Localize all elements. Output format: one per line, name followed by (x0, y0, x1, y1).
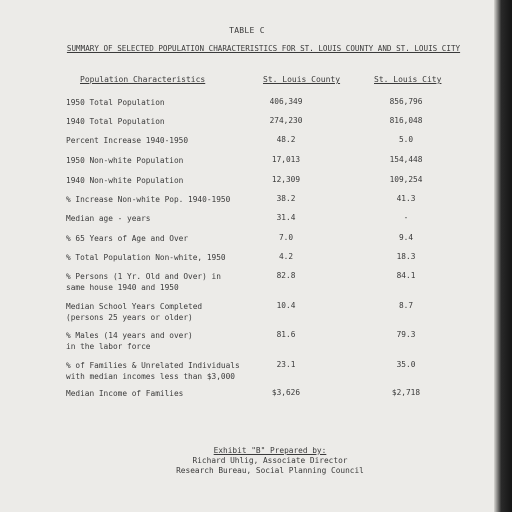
county-value: 274,230 (269, 116, 303, 125)
row-label: % of Families & Unrelated Individuals with median incomes less than $3,000 (66, 361, 240, 381)
county-value: 81.6 (276, 330, 296, 339)
row-label: Percent Increase 1940-1950 (66, 136, 189, 145)
city-value: 9.4 (398, 233, 414, 242)
row-label: Median School Years Completed (persons 25 years or older) (66, 302, 203, 322)
row-label: % Males (14 years and over) in the labor force (66, 331, 193, 351)
organization-line: Research Bureau, Social Planning Council (176, 466, 364, 475)
city-value: 84.1 (396, 271, 416, 280)
row-label: 1950 Non-white Population (66, 156, 184, 165)
table-title: TABLE C (229, 26, 265, 35)
city-value: 154,448 (389, 155, 423, 164)
county-value: 82.8 (276, 271, 296, 280)
row-label: % Total Population Non-white, 1950 (66, 253, 226, 262)
city-value: 35.0 (396, 360, 416, 369)
county-value: 31.4 (276, 213, 296, 222)
table-subtitle: SUMMARY OF SELECTED POPULATION CHARACTERISTICS FOR ST. LOUIS COUNTY AND ST. LOUIS CITY (66, 44, 461, 53)
prepared-by-note (0, 446, 512, 476)
scan-edge (494, 0, 512, 512)
exhibit-line: Exhibit "B" Prepared by: (213, 446, 327, 455)
county-value: 7.0 (278, 233, 294, 242)
county-value: 17,013 (271, 155, 301, 164)
county-value: 4.2 (278, 252, 294, 261)
county-value: 23.1 (276, 360, 296, 369)
county-value: 406,349 (269, 97, 303, 106)
column-header-county: St. Louis County (263, 75, 341, 84)
row-label: % Increase Non-white Pop. 1940-1950 (66, 195, 231, 204)
county-value: 48.2 (276, 135, 296, 144)
city-value: 8.7 (398, 301, 414, 310)
city-value: 856,796 (389, 97, 423, 106)
city-value: 41.3 (396, 194, 416, 203)
row-label: Median Income of Families (66, 389, 184, 398)
row-label: 1940 Non-white Population (66, 176, 184, 185)
city-value: 109,254 (389, 175, 423, 184)
author-line: Richard Uhlig, Associate Director (192, 456, 348, 465)
row-label: 1940 Total Population (66, 117, 165, 126)
city-value: - (403, 213, 409, 222)
column-header-city: St. Louis City (374, 75, 442, 84)
city-value: 816,048 (389, 116, 423, 125)
county-value: $3,626 (271, 388, 301, 397)
row-label: % 65 Years of Age and Over (66, 234, 189, 243)
column-header-characteristics: Population Characteristics (80, 75, 206, 84)
city-value: 79.3 (396, 330, 416, 339)
city-value: 18.3 (396, 252, 416, 261)
city-value: $2,718 (391, 388, 421, 397)
row-label: Median age - years (66, 214, 151, 223)
county-value: 38.2 (276, 194, 296, 203)
county-value: 12,309 (271, 175, 301, 184)
row-label: % Persons (1 Yr. Old and Over) in same house 1940 and 1950 (66, 272, 221, 292)
row-label: 1950 Total Population (66, 98, 165, 107)
city-value: 5.0 (398, 135, 414, 144)
county-value: 10.4 (276, 301, 296, 310)
